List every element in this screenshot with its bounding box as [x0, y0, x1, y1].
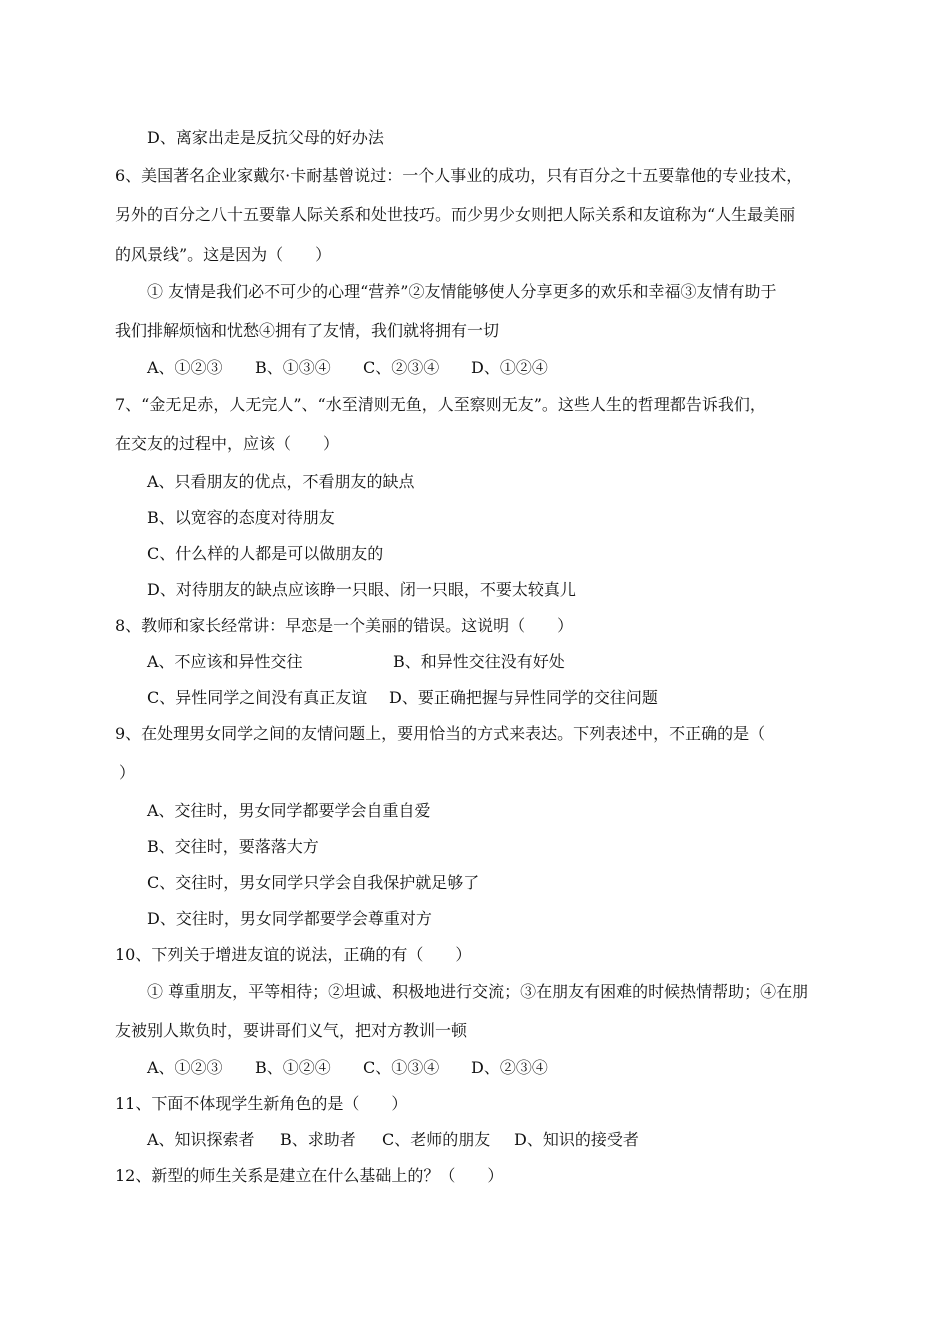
q6-statements-line1: ① 友情是我们必不可少的心理“营养”②友情能够使人分享更多的欢乐和幸福③友情有助于: [147, 282, 777, 301]
q8-option-d: D、要正确把握与异性同学的交往问题: [389, 688, 658, 707]
q11-options: [147, 1130, 639, 1150]
q6-stem-line3: 的风景线”。这是因为（ ）: [115, 245, 332, 264]
q8-option-b: B、和异性交往没有好处: [393, 652, 565, 671]
q10-option-c: C、①③④: [363, 1058, 440, 1077]
q8-option-c: C、异性同学之间没有真正友谊: [147, 688, 368, 707]
q10-option-d: D、②③④: [471, 1058, 548, 1077]
q10-option-b: B、①②④: [255, 1058, 331, 1077]
q5-option-d: D、离家出走是反抗父母的好办法: [147, 128, 384, 147]
q11-option-b: B、求助者: [280, 1130, 356, 1149]
q9-option-b: B、交往时，要落落大方: [147, 837, 319, 856]
q10-statements-line2: 友被别人欺负时，要讲哥们义气，把对方教训一顿: [115, 1021, 468, 1040]
q7-option-d: D、对待朋友的缺点应该睁一只眼、闭一只眼，不要太较真儿: [147, 580, 576, 599]
q7-option-b: B、以宽容的态度对待朋友: [147, 508, 335, 527]
q9-stem-line1: 9、在处理男女同学之间的友情问题上，要用恰当的方式来表达。下列表述中，不正确的是（: [115, 724, 766, 743]
q7-stem-line2: 在交友的过程中，应该（ ）: [115, 434, 340, 453]
q6-stem-line2: 另外的百分之八十五要靠人际关系和处世技巧。而少男少女则把人际关系和友谊称为“人生最美丽: [115, 205, 796, 224]
q10-options: [147, 1058, 548, 1078]
q9-option-a: A、交往时，男女同学都要学会自重自爱: [147, 801, 431, 820]
q9-option-d: D、交往时，男女同学都要学会尊重对方: [147, 909, 432, 928]
q7-stem-line1: 7、“金无足赤，人无完人”、“水至清则无鱼，人至察则无友”。这些人生的哲理都告诉我们，: [115, 395, 766, 414]
q6-option-b: B、①③④: [255, 358, 331, 377]
q8-option-a: A、不应该和异性交往: [147, 652, 303, 671]
q7-option-a: A、只看朋友的优点，不看朋友的缺点: [147, 472, 415, 491]
q8-options-row1: [147, 652, 565, 672]
q8-stem: 8、教师和家长经常讲：早恋是一个美丽的错误。这说明（ ）: [115, 616, 574, 635]
q10-statements-line1: ① 尊重朋友，平等相待；②坦诚、积极地进行交流；③在朋友有困难的时候热情帮助；④在朋: [147, 982, 809, 1001]
q10-option-a: A、①②③: [147, 1058, 223, 1077]
q11-stem: 11、下面不体现学生新角色的是（ ）: [115, 1094, 408, 1113]
q6-option-d: D、①②④: [471, 358, 548, 377]
q6-stem-line1: 6、美国著名企业家戴尔·卡耐基曾说过：一个人事业的成功，只有百分之十五要靠他的专业技术，: [115, 166, 803, 185]
q11-option-a: A、知识探索者: [147, 1130, 255, 1149]
q10-stem: 10、下列关于增进友谊的说法，正确的有（ ）: [115, 945, 472, 964]
q8-options-row2: [147, 688, 658, 708]
q6-option-a: A、①②③: [147, 358, 223, 377]
q6-options: [147, 358, 548, 378]
q11-option-d: D、知识的接受者: [514, 1130, 639, 1149]
q6-option-c: C、②③④: [363, 358, 440, 377]
q11-option-c: C、老师的朋友: [382, 1130, 491, 1149]
q9-option-c: C、交往时，男女同学只学会自我保护就足够了: [147, 873, 480, 892]
q7-option-c: C、什么样的人都是可以做朋友的: [147, 544, 384, 563]
q9-stem-line2: ）: [119, 763, 136, 782]
q6-statements-line2: 我们排解烦恼和忧愁④拥有了友情，我们就将拥有一切: [115, 321, 500, 340]
q12-stem: 12、新型的师生关系是建立在什么基础上的？（ ）: [115, 1166, 504, 1185]
